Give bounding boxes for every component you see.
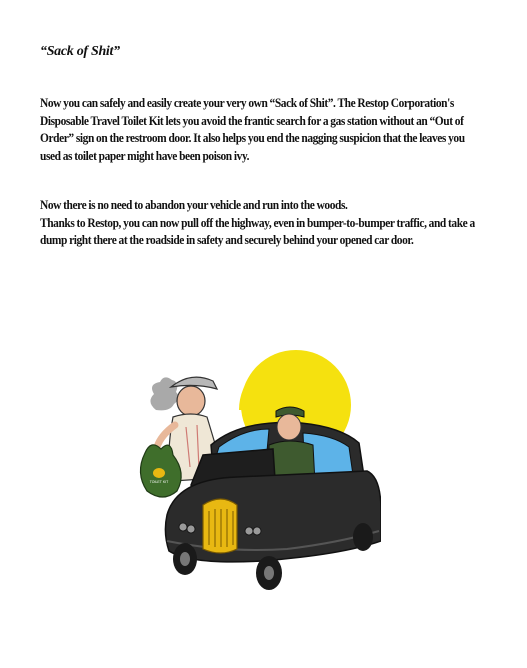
intro-paragraph: Now you can safely and easily create your very own “Sack of Shit”. The Restop Corporation's Disposable Travel Toilet Kit lets you avoid the frantic search for a gas station without an “Out of Order” sign on the restroom door. It also helps you end the nagging suspicion that the leaves you used as toilet paper might have been poison ivy. [40, 96, 465, 163]
cartoon-illustration [131, 315, 381, 655]
bag-label: TOILET KIT [149, 480, 169, 484]
page-title: “Sack of Shit” [40, 44, 120, 59]
second-paragraph [40, 197, 486, 250]
smoke-icon [150, 377, 178, 410]
second-paragraph-line2: Thanks to Restop, you can now pull off the highway, even in bumper-to-bumper traffic, and take a dump right there at the roadside in safety and securely behind your opened car door. [40, 215, 475, 247]
second-paragraph-line1: Now there is no need to abandon your vehicle and run into the woods. [40, 198, 348, 212]
